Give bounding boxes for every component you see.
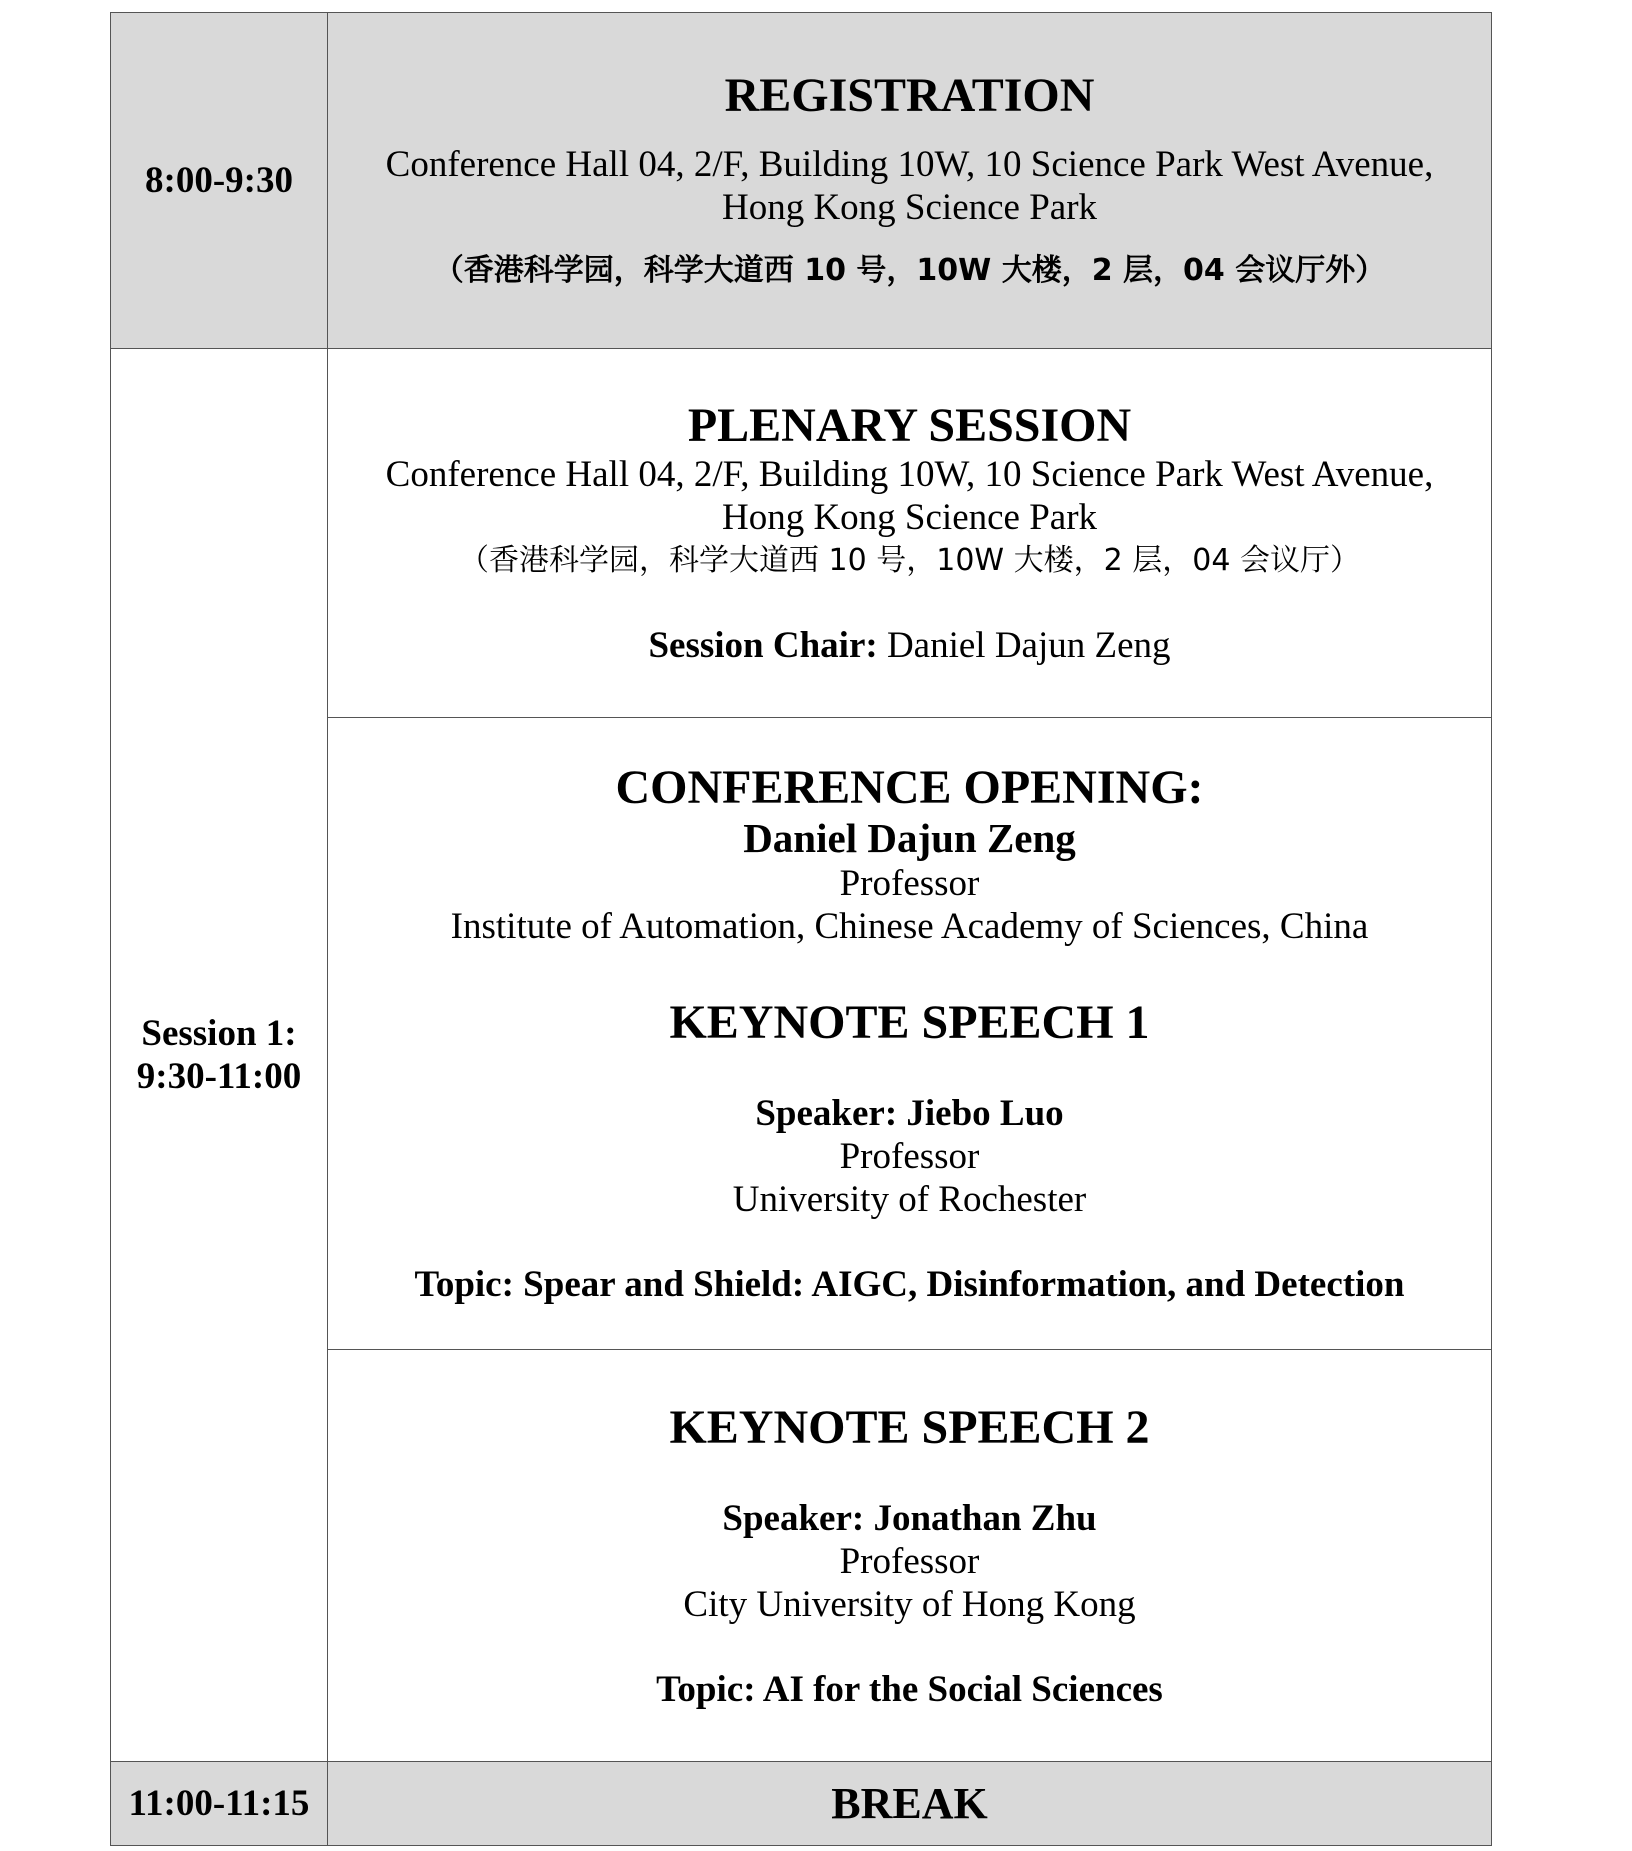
keynote2-topic: Topic: AI for the Social Sciences [656,1668,1163,1710]
session1-time: 9:30-11:00 [136,1056,302,1097]
keynote2-title: KEYNOTE SPEECH 2 [669,1400,1150,1454]
session1-label: Session 1: [141,1013,297,1054]
plenary-row [111,349,1492,718]
opening-title: CONFERENCE OPENING: [615,761,1204,814]
keynote2-speaker: Speaker: Jonathan Zhu [722,1497,1097,1539]
keynote1-affiliation: University of Rochester [732,1179,1087,1220]
plenary-venue-cn: （香港科学园，科学大道西 10 号，10W 大楼，2 层，04 会议厅） [459,543,1360,578]
keynote2-affiliation: City University of Hong Kong [683,1583,1136,1625]
registration-venue-cn: （香港科学园，科学大道西 10 号，10W 大楼，2 层，04 会议厅外） [433,253,1386,288]
plenary-content [328,349,1492,718]
registration-time: 8:00-9:30 [111,13,328,349]
plenary-venue-line1: Conference Hall 04, 2/F, Building 10W, 10 Science Park West Avenue, [385,454,1434,495]
plenary-chair-name: Daniel Dajun Zeng [877,625,1171,666]
opening-name: Daniel Dajun Zeng [743,815,1076,861]
registration-row [111,13,1492,349]
plenary-venue-line2: Hong Kong Science Park [721,497,1098,538]
plenary-chair-label: Session Chair: [648,625,878,666]
keynote1-title: KEYNOTE SPEECH 1 [669,996,1150,1049]
opening-keynote1-content [328,718,1492,1350]
plenary-title: PLENARY SESSION [687,399,1132,452]
keynote1-speaker: Speaker: Jiebo Luo [755,1093,1064,1134]
keynote1-position: Professor [839,1136,980,1177]
opening-position: Professor [839,863,980,904]
break-title: BREAK [831,1778,988,1828]
break-time: 11:00-11:15 [111,1762,328,1846]
registration-venue-line1: Conference Hall 04, 2/F, Building 10W, 10 Science Park West Avenue, [385,144,1434,185]
plenary-chair [328,624,1491,667]
keynote2-content [328,1350,1492,1762]
registration-title: REGISTRATION [724,69,1095,122]
keynote1-topic: Topic: Spear and Shield: AIGC, Disinformation, and Detection [414,1264,1405,1305]
registration-venue-line2: Hong Kong Science Park [721,187,1098,228]
break-content [328,1762,1492,1846]
registration-content [328,13,1492,349]
keynote2-position: Professor [839,1540,980,1582]
session1-time-cell [111,349,328,1762]
break-row [111,1762,1492,1846]
opening-affiliation: Institute of Automation, Chinese Academy of Sciences, China [450,906,1369,947]
agenda-table [110,12,1492,1846]
